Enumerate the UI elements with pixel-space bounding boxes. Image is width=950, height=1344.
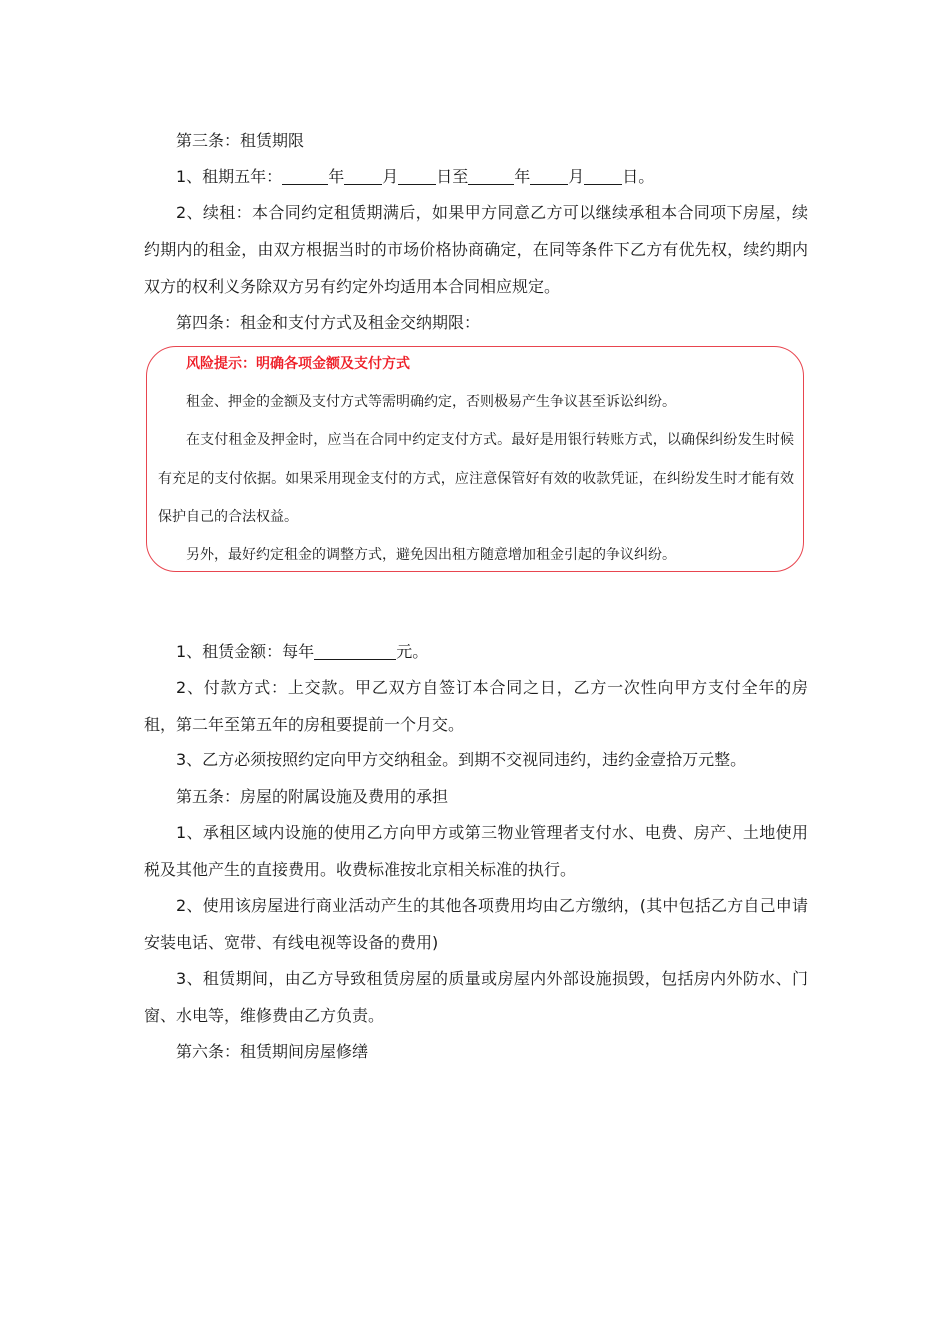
risk-notice-paragraph-1: 租金、押金的金额及支付方式等需明确约定，否则极易产生争议甚至诉讼纠纷。 bbox=[186, 394, 676, 410]
risk-notice-paragraph-3: 另外，最好约定租金的调整方式，避免因出租方随意增加租金引起的争议纠纷。 bbox=[186, 547, 676, 563]
start-day-unit: 日至 bbox=[436, 167, 469, 186]
payment-method: 2、付款方式：上交款。甲乙双方自签订本合同之日，乙方一次性向甲方支付全年的房租，第二年至第五年的房租要提前一个月交。 bbox=[144, 678, 808, 734]
rent-amount-suffix: 元。 bbox=[396, 642, 429, 661]
start-day-blank bbox=[398, 166, 436, 185]
end-month-blank bbox=[530, 166, 568, 185]
start-month-blank bbox=[344, 166, 382, 185]
risk-notice-title: 风险提示：明确各项金额及支付方式 bbox=[186, 356, 410, 372]
lease-term-line bbox=[144, 158, 808, 195]
article5-item-3: 3、租赁期间，由乙方导致租赁房屋的质量或房屋内外部设施损毁，包括房内外防水、门窗、水电等，维修费由乙方负责。 bbox=[144, 969, 808, 1025]
end-month-unit: 月 bbox=[568, 167, 585, 186]
rent-amount-blank bbox=[314, 641, 396, 660]
end-year-blank bbox=[468, 166, 514, 185]
end-day-unit: 日。 bbox=[622, 167, 655, 186]
end-day-blank bbox=[584, 166, 622, 185]
payment-obligation: 3、乙方必须按照约定向甲方交纳租金。到期不交视同违约，违约金壹拾万元整。 bbox=[176, 750, 747, 769]
start-year-unit: 年 bbox=[328, 167, 345, 186]
lease-term-prefix: 1、租期五年： bbox=[176, 167, 283, 186]
start-year-blank bbox=[282, 166, 328, 185]
article5-item-2: 2、使用该房屋进行商业活动产生的其他各项费用均由乙方缴纳，(其中包括乙方自己申请安装电话、宽带、有线电视等设备的费用) bbox=[144, 896, 808, 952]
start-month-unit: 月 bbox=[382, 167, 399, 186]
rent-amount-prefix: 1、租赁金额：每年 bbox=[176, 642, 315, 661]
risk-notice-paragraph-2: 在支付租金及押金时，应当在合同中约定支付方式。最好是用银行转账方式，以确保纠纷发生时候有充足的支付依据。如果采用现金支付的方式，应注意保管好有效的收款凭证，在纠纷发生时才能有效保护自己的合法权益。 bbox=[158, 432, 794, 525]
end-year-unit: 年 bbox=[514, 167, 531, 186]
article5-item-1: 1、承租区域内设施的使用乙方向甲方或第三物业管理者支付水、电费、房产、土地使用税及其他产生的直接费用。收费标准按北京相关标准的执行。 bbox=[144, 823, 808, 879]
article4-heading: 第四条：租金和支付方式及租金交纳期限： bbox=[176, 313, 481, 332]
article5-heading: 第五条：房屋的附属设施及费用的承担 bbox=[176, 787, 449, 806]
rent-amount-line bbox=[144, 633, 808, 670]
renewal-clause: 2、续租：本合同约定租赁期满后，如果甲方同意乙方可以继续承租本合同项下房屋，续约期内的租金，由双方根据当时的市场价格协商确定，在同等条件下乙方有优先权，续约期内双方的权利义务除双方另有约定外均适用本合同相应规定。 bbox=[144, 203, 808, 296]
article6-heading: 第六条：租赁期间房屋修缮 bbox=[176, 1042, 369, 1061]
article3-heading: 第三条：租赁期限 bbox=[176, 131, 305, 150]
